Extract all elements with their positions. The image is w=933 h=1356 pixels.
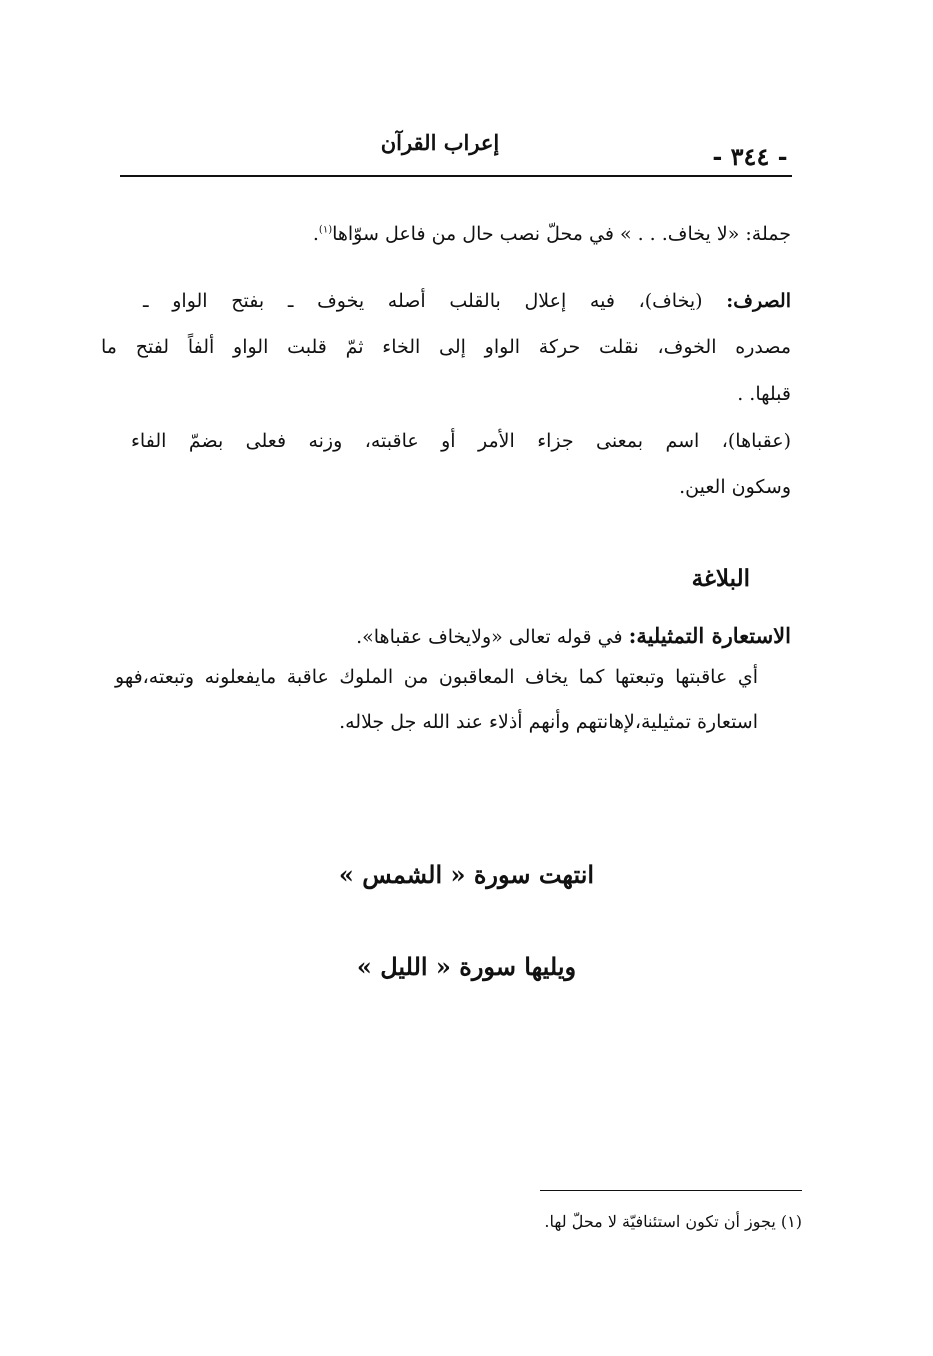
surah-end-line: انتهت سورة « الشمس » (338, 860, 595, 889)
page-number: - ٣٤٤ - (712, 142, 788, 171)
jumla-text: جملة: «لا يخاف. . . » في محلّ نصب حال من فاعل سوّاها (332, 223, 791, 245)
sarf-text-1: (يخاف)، فيه إعلال بالقلب أصله يخوف ـ بفتح الواو ـ (143, 290, 727, 312)
footnote-rule (540, 1190, 802, 1191)
balagha-text-1: في قوله تعالى «ولايخاف عقباها». (356, 626, 629, 648)
uqba-line-2: وسكون العين. (679, 476, 791, 498)
sarf-line-2: مصدره الخوف، نقلت حركة الواو إلى الخاء ثمّ قلبت الواو ألفاً لفتح ما (101, 336, 791, 358)
header-rule (120, 175, 792, 177)
footnote-text: (١) يجوز أن تكون استئنافيّة لا محلّ لها. (544, 1212, 802, 1231)
balagha-line-1 (101, 625, 791, 647)
sarf-line-1 (143, 292, 791, 311)
balagha-line-2: أي عاقبتها وتبعتها كما يخاف المعاقبون من الملوك عاقبة مايفعلونه وتبعته،فهو (115, 666, 758, 688)
balagha-label: الاستعارة التمثيلية: (628, 623, 791, 648)
running-header-title: إعراب القرآن (380, 130, 500, 155)
sarf-line-3: قبلها. . (737, 383, 791, 405)
jumla-end: . (312, 223, 319, 245)
uqba-line-1: (عقباها)، اسم بمعنى جزاء الأمر أو عاقبته، وزنه فعلى بضمّ الفاء (131, 430, 791, 452)
footnote-ref: (١) (318, 224, 333, 236)
section-heading-balagha: البلاغة (691, 565, 750, 592)
jumla-line (101, 225, 791, 244)
sarf-label: الصرف: (726, 290, 791, 312)
balagha-line-3: استعارة تمثيلية،لإهانتهم وأنهم أذلاء عند الله جل جلاله. (339, 711, 758, 733)
next-surah-line: ويليها سورة « الليل » (356, 952, 577, 981)
